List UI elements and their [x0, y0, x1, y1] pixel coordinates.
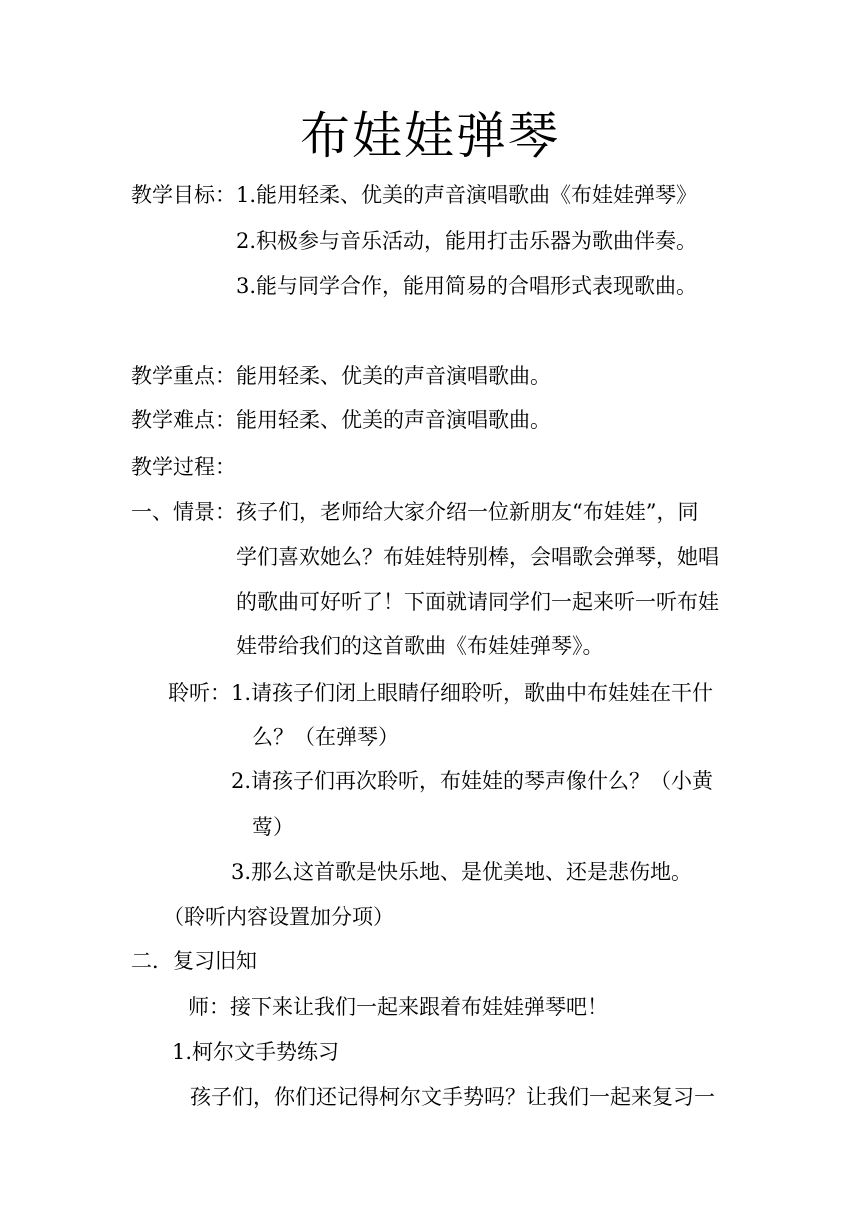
section1-line-3: 的歌曲可好听了！下面就请同学们一起来听一听布娃: [236, 590, 719, 614]
listen-note: （聆听内容设置加分项）: [163, 905, 394, 929]
section2-para: 孩子们，你们还记得柯尔文手势吗？让我们一起来复习一: [190, 1085, 715, 1109]
listen-item-1-cont: 么？（在弹琴）: [252, 725, 399, 749]
section1-label: 一、情景：: [131, 500, 236, 524]
section1-line-1: 孩子们，老师给大家介绍一位新朋友“布娃娃”，同: [236, 500, 699, 524]
section2-sub: 1.柯尔文手势练习: [172, 1040, 340, 1064]
listen-item-1: 1.请孩子们闭上眼睛仔细聆听，歌曲中布娃娃在干什: [231, 681, 714, 705]
key-point: 教学重点：能用轻柔、优美的声音演唱歌曲。: [131, 364, 551, 388]
goal-item-1: 1.能用轻柔、优美的声音演唱歌曲《布娃娃弹琴》: [236, 183, 698, 207]
listen-item-3: 3.那么这首歌是快乐地、是优美地、还是悲伤地。: [231, 860, 693, 884]
section1-line-2: 学们喜欢她么？布娃娃特别棒，会唱歌会弹琴，她唱: [236, 545, 719, 569]
difficulty: 教学难点：能用轻柔、优美的声音演唱歌曲。: [131, 408, 551, 432]
goals-label: 教学目标：: [131, 183, 236, 207]
goal-item-3: 3.能与同学合作，能用简易的合唱形式表现歌曲。: [236, 274, 698, 298]
listen-label: 聆听：: [168, 681, 231, 705]
document-title: 布娃娃弹琴: [300, 107, 560, 165]
section2-heading: 二．复习旧知: [131, 949, 257, 973]
process-heading: 教学过程：: [131, 455, 236, 479]
listen-item-2-cont: 莺）: [252, 815, 294, 839]
goal-item-2: 2.积极参与音乐活动，能用打击乐器为歌曲伴奏。: [236, 229, 698, 253]
section2-teacher: 师：接下来让我们一起来跟着布娃娃弹琴吧！: [188, 995, 608, 1019]
section1-line-4: 娃带给我们的这首歌曲《布娃娃弹琴》。: [236, 634, 604, 658]
listen-item-2: 2.请孩子们再次聆听，布娃娃的琴声像什么？（小黄: [231, 769, 714, 793]
